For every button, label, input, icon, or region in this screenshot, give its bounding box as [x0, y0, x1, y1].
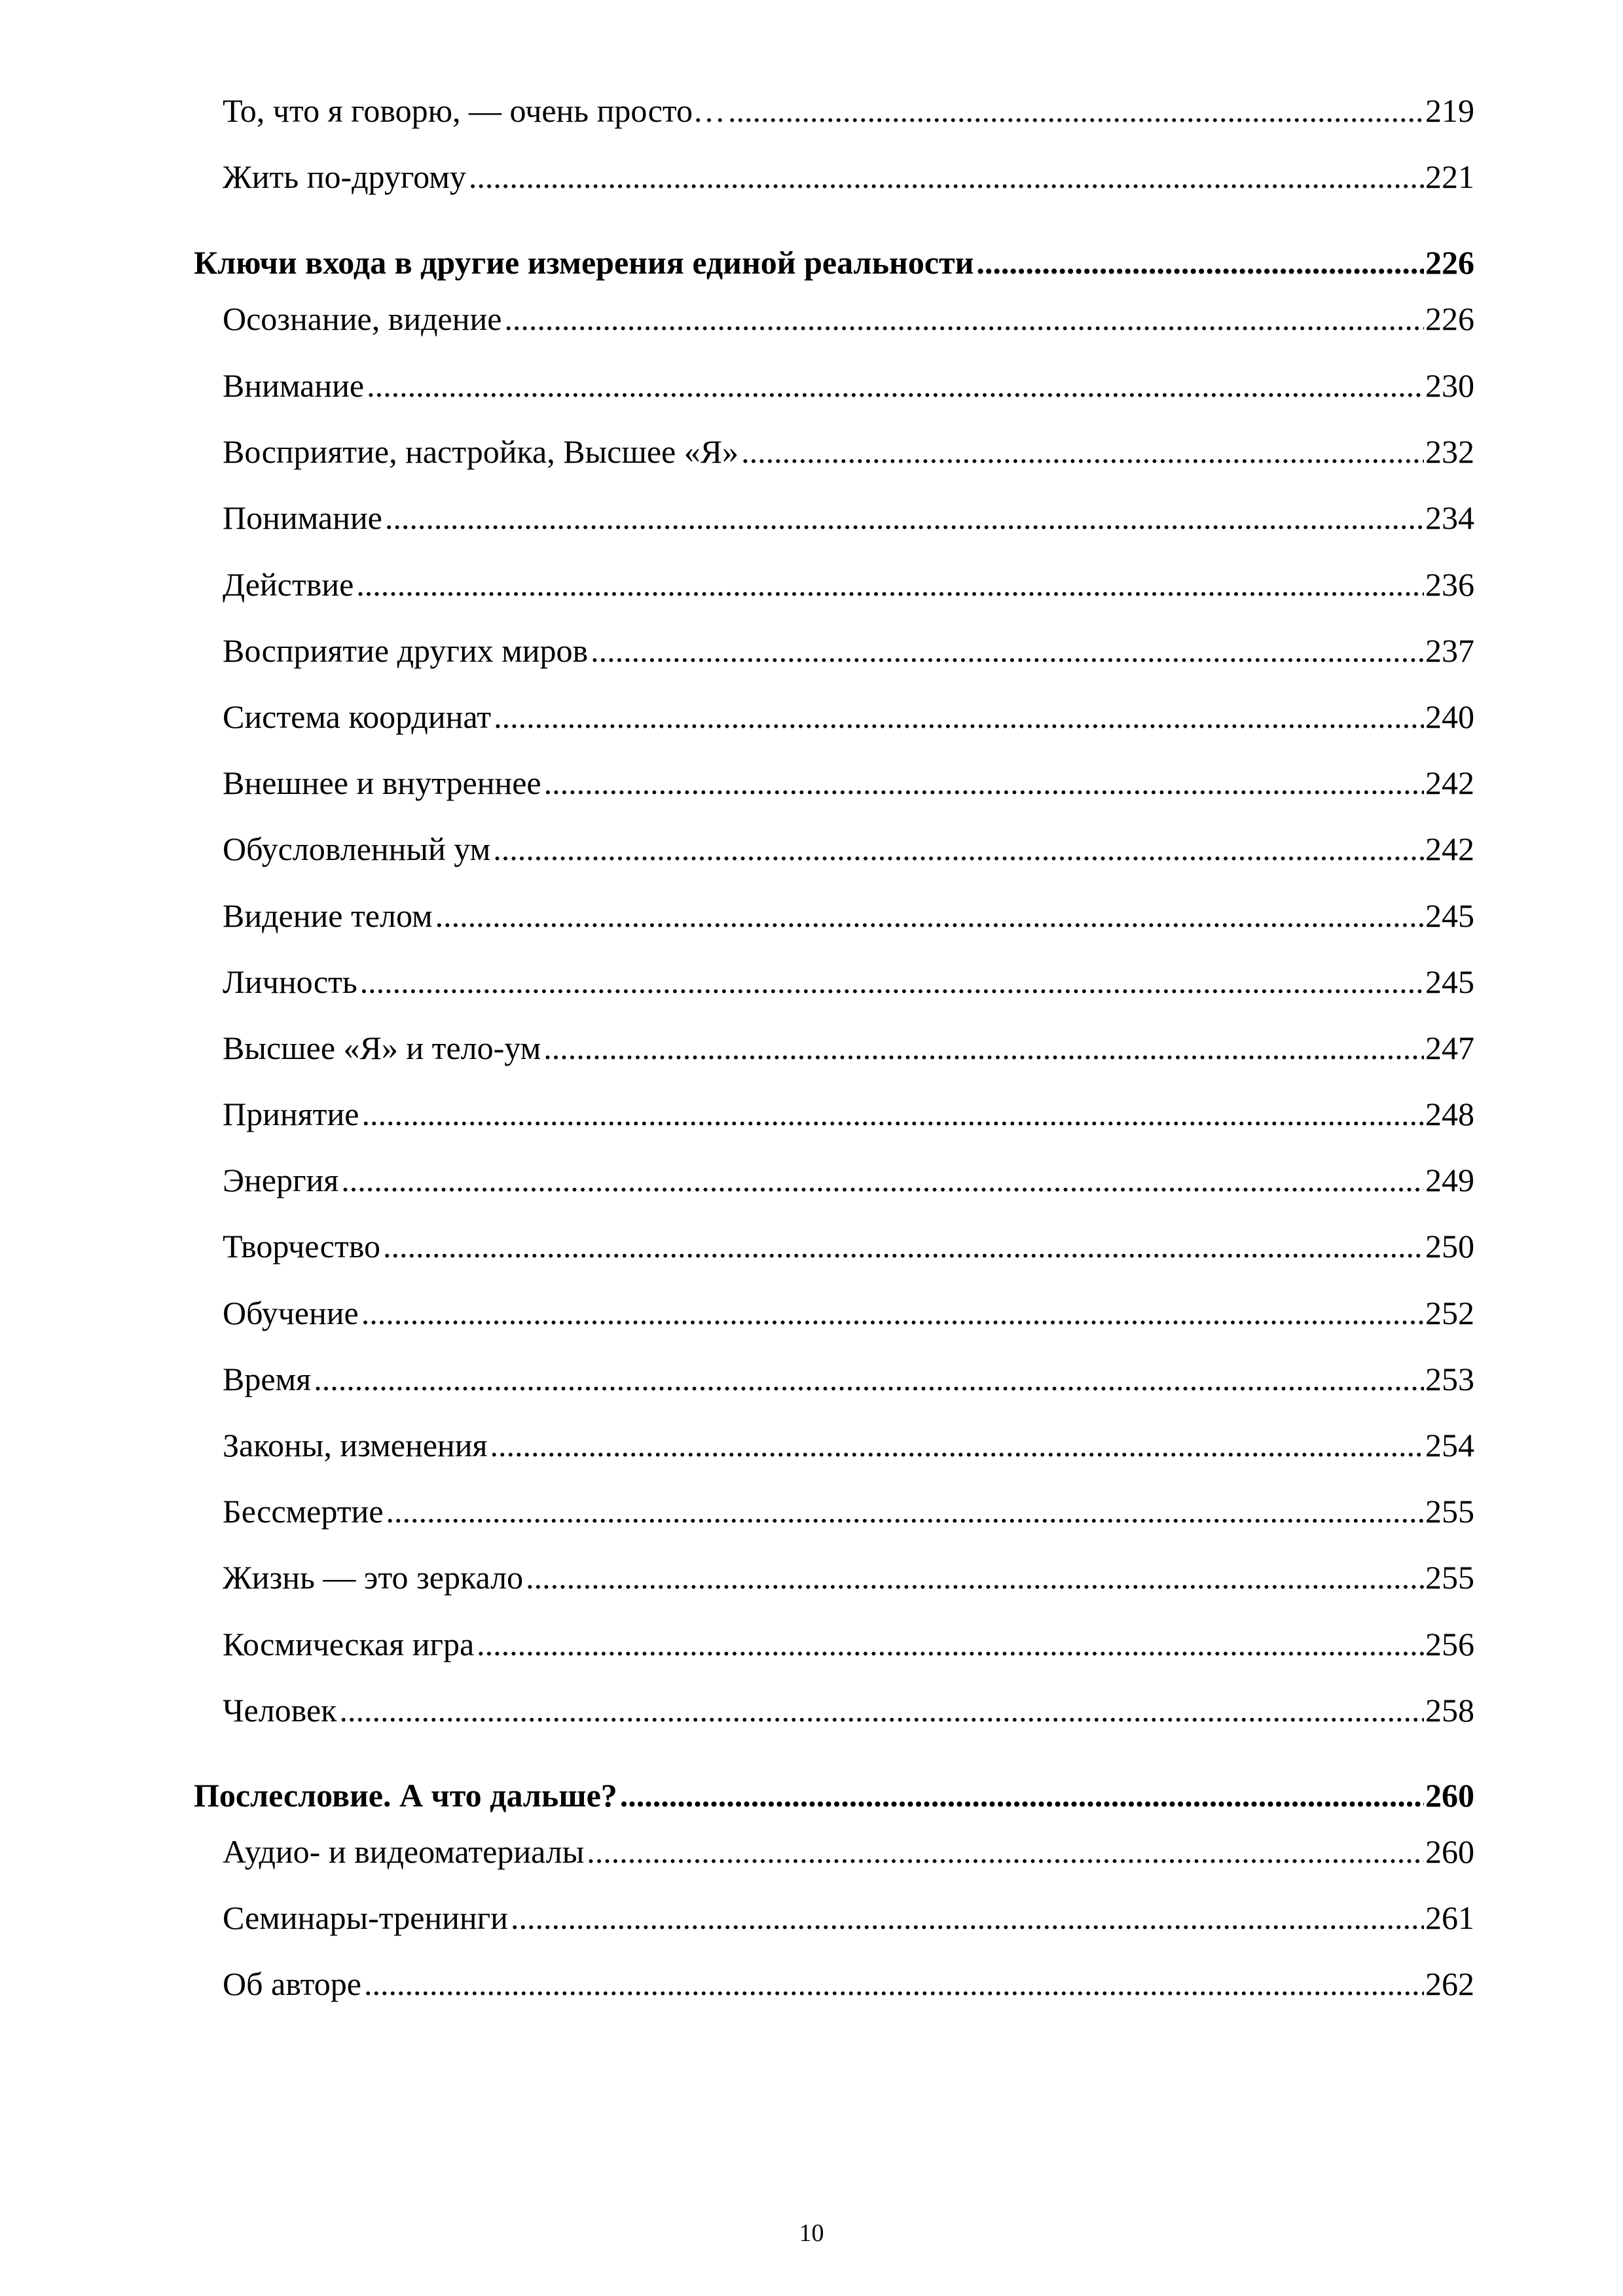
dot-leader [383, 1227, 1424, 1265]
dot-leader [477, 1625, 1424, 1663]
dot-leader [728, 92, 1424, 130]
toc-entry-title: Внешнее и внутреннее [223, 764, 541, 801]
toc-entry-page: 258 [1425, 1692, 1474, 1729]
toc-entry-page: 260 [1425, 1777, 1474, 1814]
dot-leader [493, 830, 1424, 868]
toc-section-heading[interactable] [194, 243, 1474, 281]
dot-leader [385, 499, 1424, 537]
toc-entry-title: Видение телом [223, 897, 433, 934]
dot-leader [543, 1029, 1424, 1067]
dot-leader [361, 1095, 1424, 1133]
dot-leader [364, 1965, 1424, 2003]
toc-entry[interactable] [223, 1360, 1474, 1398]
dot-leader [526, 1558, 1424, 1596]
dot-leader [511, 1899, 1424, 1937]
toc-entry-title: Послесловие. А что дальше? [194, 1777, 617, 1814]
toc-entry[interactable] [223, 92, 1474, 130]
toc-entry[interactable] [223, 963, 1474, 1001]
dot-leader [544, 764, 1424, 802]
toc-entry[interactable] [223, 1558, 1474, 1596]
toc-entry-page: 252 [1425, 1295, 1474, 1331]
toc-entry-title: Время [223, 1361, 312, 1397]
toc-entry[interactable] [223, 1625, 1474, 1663]
toc-entry[interactable] [223, 433, 1474, 471]
toc-entry-title: Личность [223, 963, 357, 1000]
dot-leader [386, 1492, 1424, 1530]
dot-leader [976, 243, 1424, 281]
toc-entry-page: 255 [1425, 1493, 1474, 1530]
toc-entry[interactable] [223, 1227, 1474, 1265]
toc-entry-title: Энергия [223, 1162, 339, 1198]
toc-entry-title: Понимание [223, 499, 382, 536]
toc-entry-title: Обусловленный ум [223, 831, 491, 867]
toc-entry-page: 249 [1425, 1162, 1474, 1198]
toc-entry-page: 255 [1425, 1559, 1474, 1596]
toc-entry-title: Ключи входа в другие измерения единой реальности [194, 244, 974, 281]
toc-entry-page: 245 [1425, 897, 1474, 934]
toc-entry-title: Действие [223, 566, 354, 603]
dot-leader [494, 698, 1424, 736]
dot-leader [620, 1776, 1424, 1814]
dot-leader [587, 1833, 1424, 1871]
toc-entry[interactable] [223, 830, 1474, 868]
dot-leader [314, 1360, 1424, 1398]
toc-entry-page: 250 [1425, 1228, 1474, 1265]
toc-entry-page: 260 [1425, 1833, 1474, 1870]
dot-leader [367, 367, 1424, 404]
toc-entry-page: 219 [1425, 92, 1474, 129]
toc-entry-page: 248 [1425, 1096, 1474, 1132]
toc-entry-title: Творчество [223, 1228, 380, 1265]
toc-entry[interactable] [223, 764, 1474, 802]
toc-entry-page: 230 [1425, 367, 1474, 404]
dot-leader [339, 1691, 1424, 1729]
toc-entry-page: 237 [1425, 632, 1474, 669]
toc-entry-title: Осознание, видение [223, 300, 502, 337]
toc-entry-page: 247 [1425, 1030, 1474, 1066]
toc-entry[interactable] [223, 698, 1474, 736]
toc-entry-title: Жить по-другому [223, 158, 466, 195]
dot-leader [341, 1161, 1424, 1199]
dot-leader [504, 300, 1424, 338]
toc-entry-page: 226 [1425, 244, 1474, 281]
page-number: 10 [799, 2219, 824, 2247]
toc-entry[interactable] [223, 1095, 1474, 1133]
toc-entry[interactable] [223, 367, 1474, 404]
toc-entry[interactable] [223, 897, 1474, 935]
toc-entry-title: Обучение [223, 1295, 359, 1331]
toc-entry[interactable] [223, 1833, 1474, 1871]
toc-entry-title: Космическая игра [223, 1626, 475, 1662]
toc-entry-page: 261 [1425, 1899, 1474, 1936]
dot-leader [490, 1426, 1424, 1464]
dot-leader [591, 632, 1424, 670]
toc-entry-page: 242 [1425, 764, 1474, 801]
toc-entry-title: Об авторе [223, 1965, 361, 2002]
dot-leader [741, 433, 1424, 471]
toc-entry[interactable] [223, 1492, 1474, 1530]
toc-entry-page: 242 [1425, 831, 1474, 867]
toc-entry-page: 234 [1425, 499, 1474, 536]
dot-leader [435, 897, 1424, 935]
toc-entry[interactable] [223, 499, 1474, 537]
toc-entry-title: Принятие [223, 1096, 359, 1132]
toc-entry-title: Внимание [223, 367, 365, 404]
toc-entry-page: 253 [1425, 1361, 1474, 1397]
toc-entry-page: 262 [1425, 1965, 1474, 2002]
toc-entry-page: 226 [1425, 300, 1474, 337]
toc-entry-title: То, что я говорю, — очень просто… [223, 92, 725, 129]
toc-entry-page: 254 [1425, 1427, 1474, 1463]
dot-leader [469, 158, 1424, 196]
toc-entry-page: 236 [1425, 566, 1474, 603]
toc-entry[interactable] [223, 300, 1474, 338]
toc-entry[interactable] [223, 1691, 1474, 1729]
toc-entry-title: Восприятие, настройка, Высшее «Я» [223, 433, 739, 470]
toc-entry-title: Человек [223, 1692, 337, 1729]
toc-entry[interactable] [223, 1965, 1474, 2003]
toc-section-heading[interactable] [194, 1776, 1474, 1814]
toc-entry-title: Бессмертие [223, 1493, 384, 1530]
dot-leader [360, 963, 1424, 1001]
toc-entry-page: 256 [1425, 1626, 1474, 1662]
toc-entry-title: Законы, изменения [223, 1427, 488, 1463]
toc-entry-page: 232 [1425, 433, 1474, 470]
toc-entry-title: Семинары-тренинги [223, 1899, 508, 1936]
toc-entry-page: 240 [1425, 698, 1474, 735]
toc-entry-page: 245 [1425, 963, 1474, 1000]
toc-entry[interactable] [223, 1899, 1474, 1937]
toc-entry[interactable] [223, 1294, 1474, 1332]
toc-entry[interactable] [223, 565, 1474, 603]
toc-entry[interactable] [223, 632, 1474, 670]
toc-entry-title: Система координат [223, 698, 492, 735]
toc-entry[interactable] [223, 158, 1474, 196]
toc-entry[interactable] [223, 1029, 1474, 1067]
toc-entry-title: Жизнь — это зеркало [223, 1559, 524, 1596]
toc-entry-title: Аудио- и видеоматериалы [223, 1833, 585, 1870]
dot-leader [361, 1294, 1424, 1332]
toc-entry-page: 221 [1425, 158, 1474, 195]
toc-entry-title: Восприятие других миров [223, 632, 589, 669]
toc-entry[interactable] [223, 1426, 1474, 1464]
toc-entry[interactable] [223, 1161, 1474, 1199]
dot-leader [356, 565, 1424, 603]
toc-entry-title: Высшее «Я» и тело-ум [223, 1030, 541, 1066]
